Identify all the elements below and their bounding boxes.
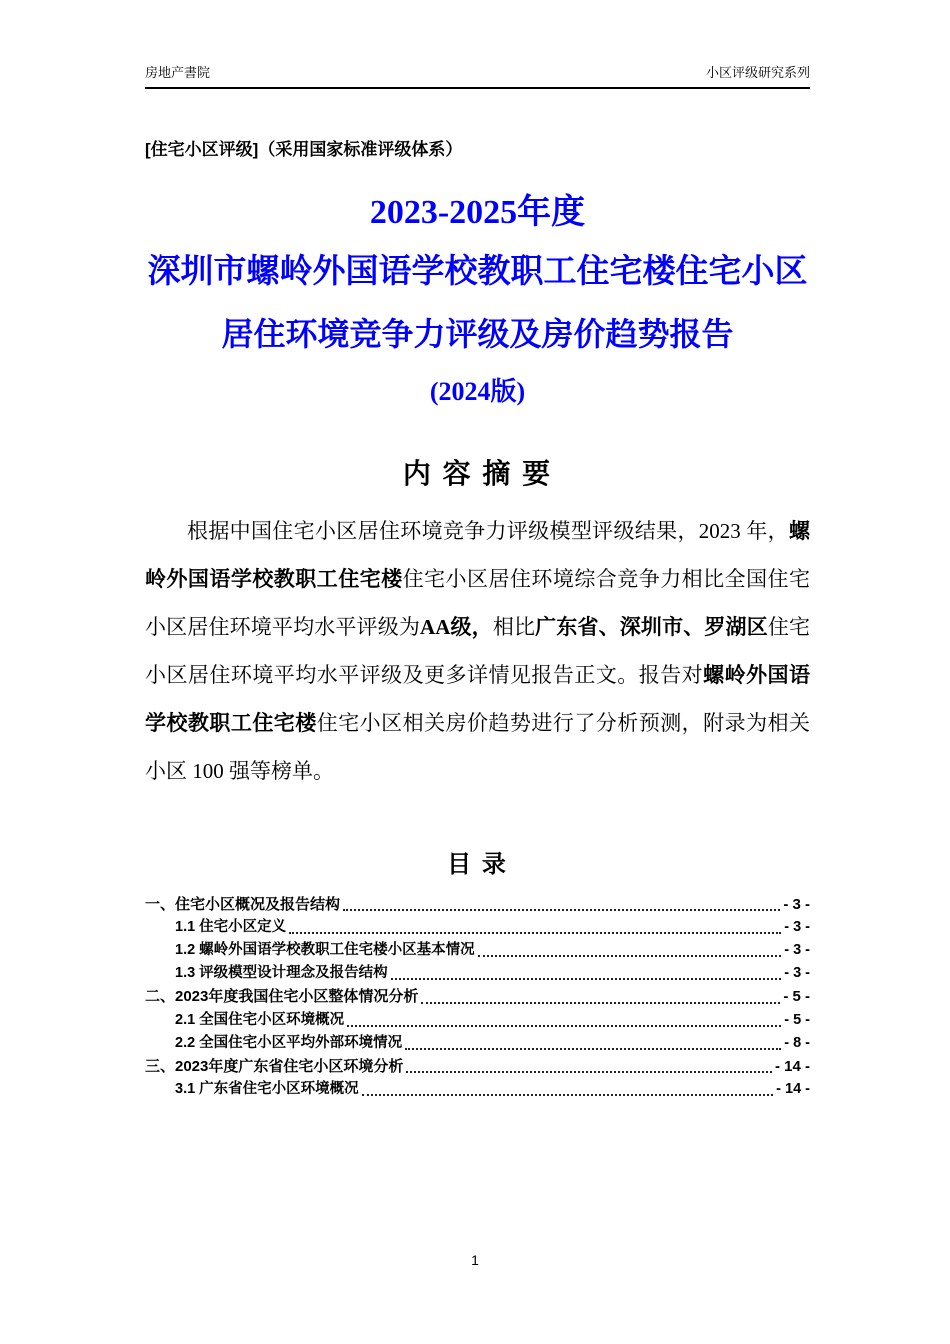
toc-leader-dots — [421, 1002, 780, 1004]
toc-item-page: - 14 - — [774, 1057, 810, 1075]
toc-item — [145, 1078, 810, 1101]
toc-leader-dots — [478, 955, 782, 957]
toc-item-label: 1.3 评级模型设计理念及报告结构 — [175, 965, 388, 982]
toc-item-label: 三、2023年度广东省住宅小区环境分析 — [145, 1057, 404, 1075]
toc-item — [145, 1032, 810, 1055]
toc-item — [145, 939, 810, 962]
summary-heading: 内 容 摘 要 — [402, 458, 553, 490]
toc-item-label: 3.1 广东省住宅小区环境概况 — [175, 1081, 359, 1098]
title-main: 深圳市螺岭外国语学校教职工住宅楼住宅小区 — [147, 254, 808, 290]
title-subtitle: 居住环境竞争力评级及房价趋势报告 — [221, 316, 734, 353]
table-of-contents — [145, 893, 810, 1102]
toc-leader-dots — [406, 1071, 772, 1073]
toc-leader-dots — [362, 1094, 773, 1096]
toc-item-page: - 3 - — [784, 965, 810, 982]
toc-item-page: - 8 - — [784, 1034, 810, 1051]
toc-item-label: 2.1 全国住宅小区环境概况 — [175, 1011, 345, 1028]
toc-item-label: 1.2 螺岭外国语学校教职工住宅楼小区基本情况 — [175, 942, 475, 959]
toc-leader-dots — [343, 909, 780, 911]
title-edition: (2024版) — [429, 377, 526, 407]
title-year-range: 2023-2025年度 — [369, 194, 586, 231]
toc-item-page: - 3 - — [784, 942, 810, 959]
page-header — [145, 0, 810, 89]
toc-item-page: - 5 - — [783, 988, 810, 1006]
toc-leader-dots — [405, 1048, 781, 1050]
toc-item — [145, 1055, 810, 1079]
rating-system-label: [住宅小区评级]（采用国家标准评级体系） — [145, 140, 463, 159]
toc-item-page: - 3 - — [784, 919, 810, 936]
toc-leader-dots — [391, 978, 782, 980]
toc-leader-dots — [289, 932, 781, 934]
toc-item-page: - 5 - — [784, 1011, 810, 1028]
toc-item — [145, 893, 810, 917]
header-left-text: 房地产書院 — [145, 65, 211, 80]
header-right-text: 小区评级研究系列 — [705, 65, 810, 80]
toc-item — [145, 962, 810, 985]
toc-item-page: - 14 - — [776, 1081, 810, 1098]
toc-leader-dots — [347, 1025, 781, 1027]
toc-heading: 目 录 — [447, 850, 508, 878]
page-number: 1 — [471, 1252, 479, 1268]
toc-item — [145, 1009, 810, 1032]
toc-item — [145, 916, 810, 939]
summary-paragraph: 根据中国住宅小区居住环境竞争力评级模型评级结果，2023 年，螺岭外国语学校教职工住宅楼住宅小区居住环境综合竞争力相比全国住宅小区居住环境平均水平评级为AA级，相比广东省、深圳市、罗湖区住宅小区居住环境平均水平评级及更多详情见报告正文。报告对螺岭外国语学校教职工住宅楼住宅小区相关房价趋势进行了分析预测，附录为相关小区 100 强等榜单。 — [145, 519, 811, 783]
toc-item-page: - 3 - — [783, 895, 810, 913]
toc-item — [145, 985, 810, 1009]
toc-item-label: 1.1 住宅小区定义 — [175, 919, 287, 936]
toc-item-label: 2.2 全国住宅小区平均外部环境情况 — [175, 1034, 403, 1051]
toc-item-label: 一、住宅小区概况及报告结构 — [145, 895, 341, 913]
toc-item-label: 二、2023年度我国住宅小区整体情况分析 — [145, 988, 419, 1006]
